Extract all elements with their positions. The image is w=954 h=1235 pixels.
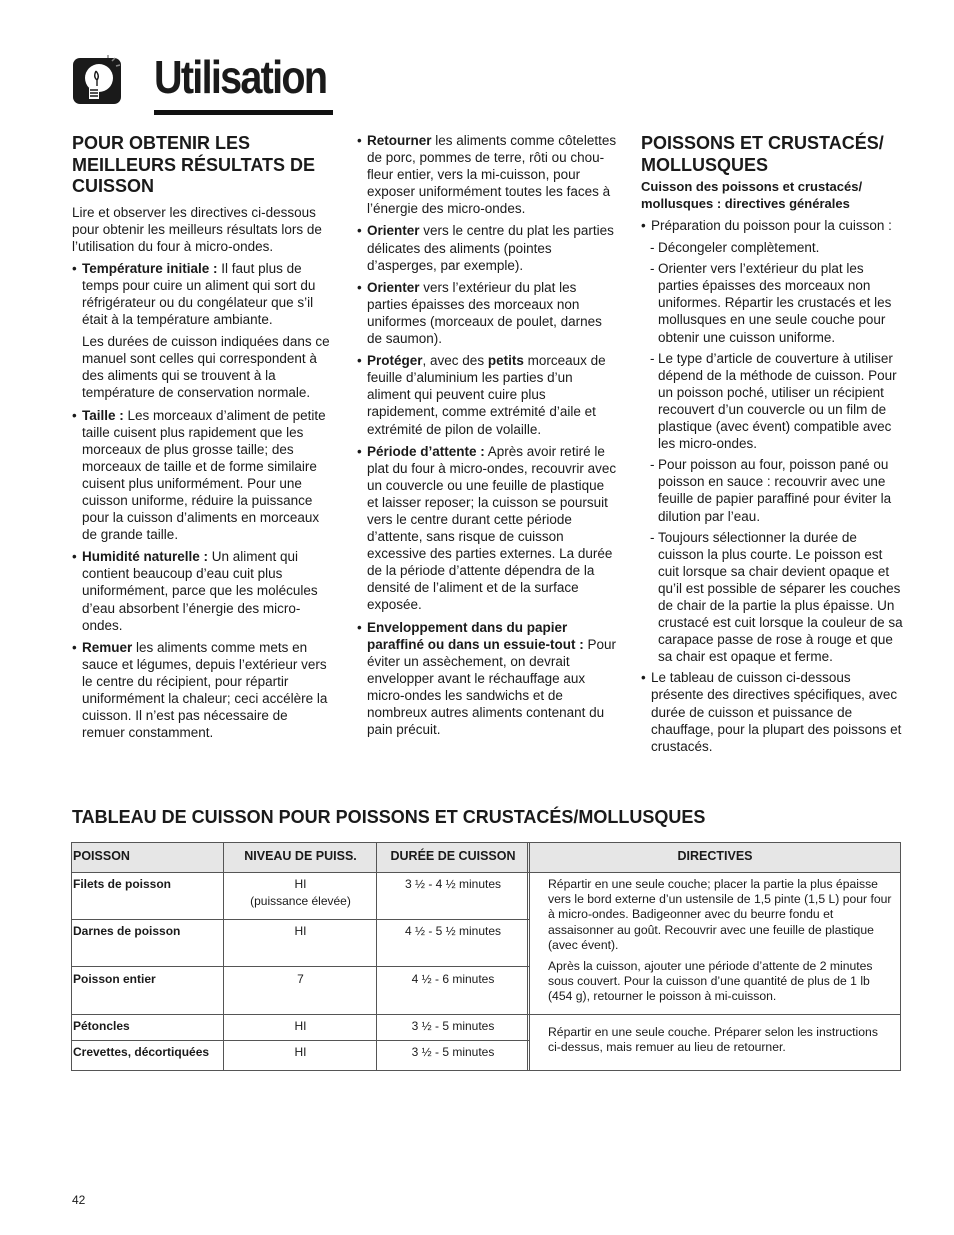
list-item <box>72 548 334 633</box>
list-item: • Préparation du poisson pour la cuisson : <box>641 217 903 234</box>
table-row-power-note: (puissance élevée) <box>250 894 351 908</box>
title-underline <box>154 110 333 115</box>
section-heading-fish: POISSONS ET CRUSTACÉS/ MOLLUSQUES <box>641 133 884 175</box>
table-border <box>71 966 529 967</box>
sub-list-item: - Orienter vers l’extérieur du plat les parties épaisses des morceaux non uniformes. Répartir les crustacés et les mollusques en une seule couche pour obtenir une cuisson uniforme. <box>641 260 903 345</box>
list-item: • Le tableau de cuisson ci-dessous présente des directives spécifiques, avec durée de cuisson et puissance de chauffage, pour la plupart des poissons et crustacés. <box>641 669 903 754</box>
table-row-power: HI <box>294 1019 307 1033</box>
table-border <box>71 919 529 920</box>
cooking-table <box>71 842 901 1071</box>
table-row-time: 4 ½ - 6 minutes <box>411 972 495 986</box>
table-border <box>376 842 377 1071</box>
bullet-text: les aliments comme mets en sauce et légumes, depuis l’extérieur vers le centre du récipient, pour répartir uniformément la chaleur; ceci accélère la cuisson. Il n’est pas nécessaire de remuer constamment. <box>82 639 328 741</box>
list-item <box>72 260 334 328</box>
table-row-power: 7 <box>297 972 304 986</box>
bullet-label: Température initiale : <box>82 260 218 276</box>
bullet-label: Période d’attente : <box>367 443 485 459</box>
column-header-power: NIVEAU DE PUISS. <box>244 849 357 863</box>
bullet-label: Protéger <box>367 353 423 369</box>
bullet-label: Orienter <box>367 223 420 239</box>
table-title: TABLEAU DE CUISSON POUR POISSONS ET CRUSTACÉS/MOLLUSQUES <box>72 807 706 827</box>
bullet-text: vers l’extérieur du plat les parties épaisses des morceaux non uniformes (morceaux de poulet, darnes de saumon). <box>367 279 602 347</box>
table-border <box>71 842 72 1071</box>
table-row-name: Crevettes, décortiquées <box>73 1045 210 1059</box>
table-border <box>71 1040 529 1041</box>
section-heading-best-results: POUR OBTENIR LES MEILLEURS RÉSULTATS DE CUISSON <box>72 133 315 196</box>
bullet-text: Il faut plus de temps pour cuire un aliment qui sort du réfrigérateur ou du congélateur que s’il était à la température ambiante. <box>82 260 316 328</box>
table-row-name: Pétoncles <box>73 1019 130 1033</box>
bullet-text: Après avoir retiré le plat du four à micro-ondes, recouvrir avec un couvercle ou une feuille de plastique et laisser reposer; la cuisson se poursuit vers le centre durant cette période d’attente, sans risque de cuisson excessive des parties externes. La durée de la période d’attente dépendra de la densité de l’aliment et de la surface exposée. <box>367 443 617 613</box>
column-header-directives: DIRECTIVES <box>677 849 753 863</box>
column-header-fish: POISSON <box>73 849 130 863</box>
sub-list-item: - Pour poisson au four, poisson pané ou poisson en sauce : recouvrir avec une feuille de papier paraffiné pour éviter la dilution par l’eau. <box>641 456 903 524</box>
table-border <box>71 1070 901 1071</box>
list-item <box>357 619 619 739</box>
column-techniques <box>357 132 619 743</box>
table-row-name: Poisson entier <box>73 972 156 986</box>
table-border <box>71 872 901 873</box>
bullet-text: Un aliment qui contient beaucoup d’eau cuit plus uniformément, parce que les molécules d’eau absorbent l’énergie des micro-ondes. <box>82 549 318 633</box>
bullet-text: vers le centre du plat les parties délicates des aliments (pointes d’asperges, par exemple). <box>367 223 614 273</box>
light-bulb-icon <box>72 55 122 107</box>
table-row-power: HI <box>294 877 307 891</box>
table-row-time: 4 ½ - 5 ½ minutes <box>404 924 502 938</box>
table-border <box>529 842 530 1071</box>
list-item <box>72 639 334 742</box>
directive-shellfish: Répartir en une seule couche. Préparer selon les instructions ci-dessus, mais remuer au lieu de retourner. <box>548 1025 878 1055</box>
table-row-power: HI <box>294 1045 307 1059</box>
bullet-text: morceaux de feuille d’aluminium les parties d’un aliment qui peuvent cuire plus rapidement, comme extrémité d’aile et extrémité de pilon de volaille. <box>367 353 606 437</box>
bullet-label: Retourner <box>367 133 432 148</box>
page-number: 42 <box>72 1193 86 1207</box>
bullet-text: Les morceaux d’aliment de petite taille cuisent plus rapidement que les morceaux de plus grosse taille; des morceaux de taille et de forme similaire cuisent plus uniformément. Pour une cuisson uniforme, réduire la puissance pour la cuisson d’aliments en morceaux de grande taille. <box>82 407 326 543</box>
column-best-results <box>72 133 334 746</box>
page-title: Utilisation <box>154 51 327 103</box>
bullet-label: Remuer <box>82 639 133 655</box>
bullet-label: Enveloppement dans du papier paraffiné ou dans un essuie-tout : <box>367 619 584 652</box>
bullet-note: Les durées de cuisson indiquées dans ce manuel sont celles qui correspondent à des aliments qui se trouvent à la température de conservation normale. <box>82 334 330 401</box>
table-border <box>71 842 901 843</box>
table-row-name: Darnes de poisson <box>73 924 181 938</box>
bullet-label: petits <box>487 353 524 369</box>
directive-fish-standing: Après la cuisson, ajouter une période d’attente de 2 minutes sous couvert. Pour la cuisson d’une quantité de plus de 1 lb (454 g), retourner le poisson à mi-cuisson. <box>548 959 873 1004</box>
list-item <box>357 132 619 217</box>
sub-list-item: - Toujours sélectionner la durée de cuisson la plus courte. Le poisson est cuit lorsque sa chair devient opaque et qu’il est possible de séparer les couches de chair de la partie la plus épaisse. Un crustacé est cuit lorsque la couleur de sa carapace passe de rose à rouge et que sa chair est opaque et ferme. <box>641 529 903 666</box>
bullet-text: Pour éviter un assèchement, on devrait envelopper avant le réchauffage aux micro-ondes les sandwichs et de nombreux autres aliments contenant du pain précuit. <box>367 636 617 738</box>
bullet-label: Orienter <box>367 279 420 295</box>
list-item <box>72 407 334 544</box>
table-row-time: 3 ½ - 5 minutes <box>411 1019 495 1033</box>
table-row-name: Filets de poisson <box>73 877 172 891</box>
table-border <box>71 1014 901 1015</box>
list-item <box>357 443 619 614</box>
sub-list-item: - Le type d’article de couverture à utiliser dépend de la méthode de cuisson. Pour un poisson poché, utiliser un récipient recouvert d’un couvercle ou un film de plastique (avec évent) compatible avec les micro-ondes. <box>641 350 903 453</box>
list-item <box>357 279 619 347</box>
table-row-time: 3 ½ - 5 minutes <box>411 1045 495 1059</box>
bullet-label: Humidité naturelle : <box>82 549 209 565</box>
column-fish-seafood <box>641 133 903 760</box>
table-border <box>900 842 901 1071</box>
list-item <box>357 352 619 437</box>
intro-text: Lire et observer les directives ci-dessous pour obtenir les meilleurs résultats lors de l’utilisation du four à micro-ondes. <box>72 204 322 254</box>
table-border <box>527 842 528 1071</box>
list-item <box>357 222 619 273</box>
bullet-text: les aliments comme côtelettes de porc, pommes de terre, rôti ou chou-fleur entier, vers la mi-cuisson, pour exposer uniformément toutes les faces à l’énergie des micro-ondes. <box>367 133 617 217</box>
table-border <box>223 842 224 1071</box>
subheading: Cuisson des poissons et crustacés/ mollusques : directives générales <box>641 179 863 211</box>
directive-fish: Répartir en une seule couche; placer la partie la plus épaisse vers le bord externe d’un ustensile de 1,5 pinte (1,5 L) pour four à micro-ondes. Badigeonner avec du beurre fondu et assaisonner au goût. Recouvrir avec une feuille de plastique (avec évent). <box>548 877 892 952</box>
bullet-label: Taille : <box>82 407 124 423</box>
sub-list-item: - Décongeler complètement. <box>641 239 903 256</box>
bullet-text: , avec des <box>422 353 488 369</box>
table-row-time: 3 ½ - 4 ½ minutes <box>404 877 502 891</box>
table-row-power: HI <box>294 924 307 938</box>
column-header-time: DURÉE DE CUISSON <box>390 849 516 863</box>
